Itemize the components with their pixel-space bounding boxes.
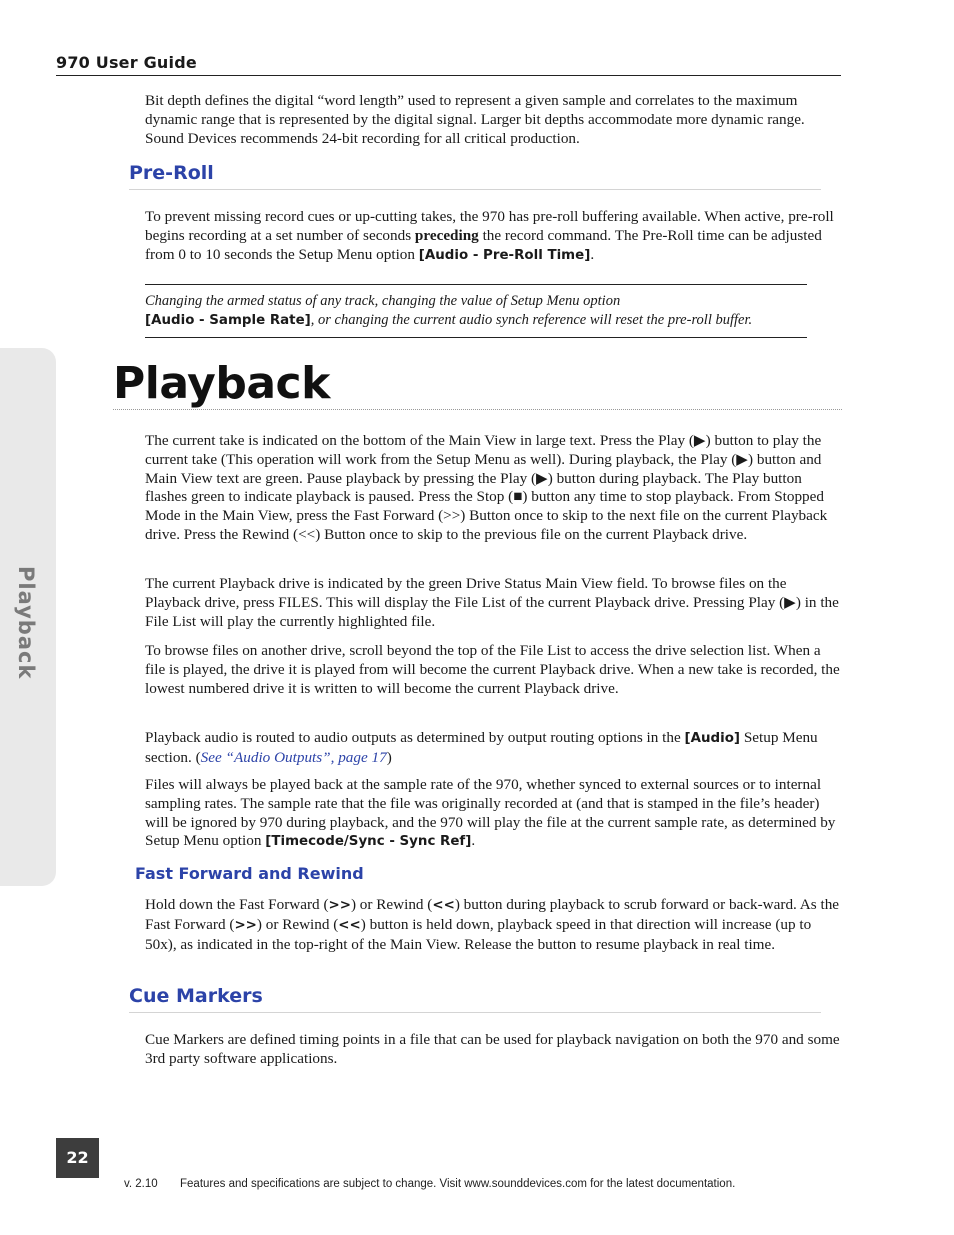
cue-markers-paragraph: Cue Markers are defined timing points in a file that can be used for playback navigation on both the 970 and some 3rd party software applications. bbox=[145, 1031, 840, 1067]
section-heading-cue-markers: Cue Markers bbox=[129, 985, 263, 1007]
section-rule bbox=[129, 1012, 821, 1013]
menu-option-sync-ref: [Timecode/Sync - Sync Ref] bbox=[265, 834, 472, 850]
footer-version: v. 2.10 bbox=[124, 1178, 158, 1190]
note-bottom-rule bbox=[145, 337, 807, 338]
footer-notice: Features and specifications are subject to change. Visit www.sounddevices.com for the latest documentation. bbox=[180, 1178, 736, 1190]
subsection-heading-ff-rw: Fast Forward and Rewind bbox=[135, 864, 364, 883]
chapter-title-rule bbox=[113, 409, 842, 410]
pre-roll-paragraph: To prevent missing record cues or up-cutting takes, the 970 has pre-roll buffering available. When active, pre-roll begins recording at a set number of seconds preceding the record command. The Pre-Roll time can be adjusted from 0 to 10 seconds the Setup Menu option [Audio - Pre-Roll Time]. bbox=[145, 208, 834, 263]
playback-paragraph-4: Playback audio is routed to audio outputs as determined by output routing options in the [Audio] Setup Menu section. (See “Audio Outputs”, page 17) bbox=[145, 729, 818, 766]
page-number: 22 bbox=[56, 1138, 99, 1178]
cross-reference-link[interactable]: See “Audio Outputs”, page 17 bbox=[200, 748, 387, 766]
section-rule bbox=[129, 189, 821, 190]
ff-rw-paragraph: Hold down the Fast Forward (>>) or Rewind (<<) button during playback to scrub forward or back-ward. As the Fast Forward (>>) or Rewind (<<) button is held down, playback speed in that direction will increase (up to 50x), as indicated in the top-right of the Main View. Release the button to resume playback in real time. bbox=[145, 896, 840, 953]
playback-paragraph-5: Files will always be played back at the sample rate of the 970, whether synced to external sources or to internal sampling rates. The sample rate that the file was originally recorded at (and that is stamped in the file’s header) will be ignored by 970 during playback, and the 970 will play the file at the current sample rate, as determined by Setup Menu option [Timecode/Sync - Sync Ref]. bbox=[145, 776, 836, 850]
note-top-rule bbox=[145, 284, 807, 285]
running-header: 970 User Guide bbox=[56, 53, 197, 72]
playback-paragraph-1: The current take is indicated on the bottom of the Main View in large text. Press the Play (▶) button to play the current take (This operation will work from the Setup Menu as well). During playback, the Play (▶) button and Main View text are green. Pause playback by pressing the Play (▶) button during playback. The Play button flashes green to indicate playback is paused. Press the Stop (■) button any time to stop playback. From Stopped Mode in the Main View, press the Fast Forward (>>) Button once to skip to the next file on the current Playback drive. Press the Rewind (<<) Button once to skip to the previous file on the current Playback drive. bbox=[145, 432, 828, 543]
bit-depth-paragraph: Bit depth defines the digital “word length” used to represent a given sample and correlates to the maximum dynamic range that is represented by the digital signal. Larger bit depths accommodate more dynamic range. Sound Devices recommends 24-bit recording for all critical production. bbox=[145, 92, 805, 147]
chapter-title: Playback bbox=[113, 358, 330, 409]
header-rule bbox=[56, 75, 841, 76]
side-chapter-label: Playback bbox=[14, 566, 38, 680]
section-heading-pre-roll: Pre-Roll bbox=[129, 162, 214, 184]
playback-paragraph-3: To browse files on another drive, scroll beyond the top of the File List to access the drive selection list. When a file is played, the drive it is played from will become the current Playback drive. When a new take is recorded, the lowest numbered drive it is written to will become the current Playback drive. bbox=[145, 642, 840, 697]
playback-paragraph-2: The current Playback drive is indicated by the green Drive Status Main View field. To browse files on the Playback drive, press FILES. This will display the File List of the current Playback drive. Pressing Play (▶) in the File List will play the currently highlighted file. bbox=[145, 575, 839, 630]
pre-roll-note: Changing the armed status of any track, changing the value of Setup Menu option [Audio - Sample Rate], or changing the current audio synch reference will reset the pre-roll buffer. bbox=[145, 293, 753, 328]
menu-option-audio: [Audio] bbox=[684, 731, 741, 746]
menu-option-sample-rate: [Audio - Sample Rate] bbox=[145, 312, 311, 328]
menu-option-pre-roll-time: [Audio - Pre-Roll Time] bbox=[418, 247, 591, 263]
